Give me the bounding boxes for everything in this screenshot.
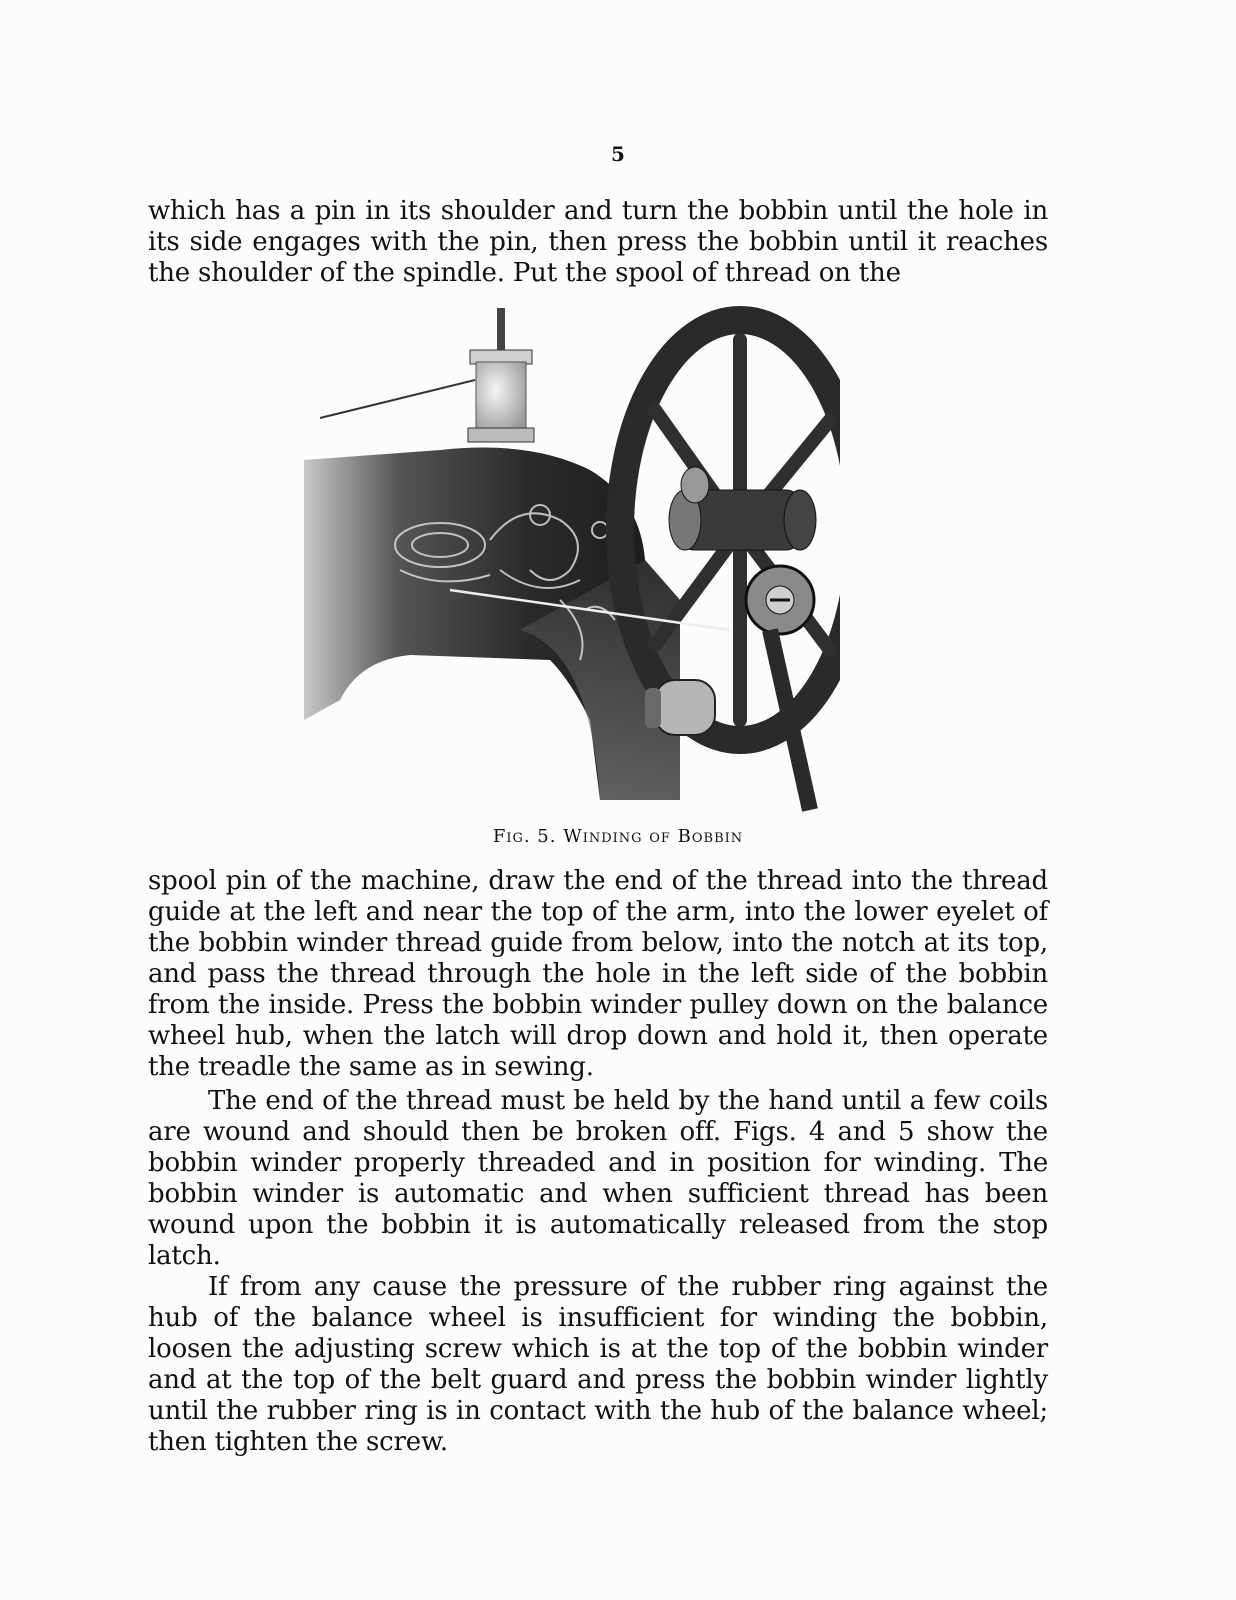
paragraph-3: The end of the thread must be held by the hand until a few coils are wound and should then be broken off. Figs. 4 and 5 show the bobbin winder properly threaded and in position for winding. The bobbin winder is automatic and when sufficient thread has been wound upon the bobbin it is automatically released from the stop latch. — [148, 1086, 1048, 1271]
paragraph-4: If from any cause the pressure of the rubber ring against the hub of the balance wheel is insufficient for winding the bobbin, loosen the adjusting screw which is at the top of the bobbin winder and at the top of the belt guard and press the bobbin winder lightly until the rubber ring is in contact with the hub of the balance wheel; then tighten the screw. — [148, 1272, 1048, 1457]
figure-caption: Fig. 5. Winding of Bobbin — [492, 826, 744, 847]
page-number: 5 — [611, 142, 625, 166]
paragraph-1: which has a pin in its shoulder and turn the bobbin until the hole in its side engages with the pin, then press the bobbin until it reaches the shoulder of the spindle. Put the spool of thread on the — [148, 196, 1048, 288]
figure-sewing-machine-illustration — [300, 300, 840, 820]
sewing-machine-illustration — [300, 300, 840, 820]
paragraph-2: spool pin of the machine, draw the end of the thread into the thread guide at the left and near the top of the arm, into the lower eyelet of the bobbin winder thread guide from below, into the notch at its top, and pass the thread through the hole in the left side of the bobbin from the inside. Press the bobbin winder pulley down on the balance wheel hub, when the latch will drop down and hold it, then operate the treadle the same as in sewing. — [148, 866, 1048, 1082]
